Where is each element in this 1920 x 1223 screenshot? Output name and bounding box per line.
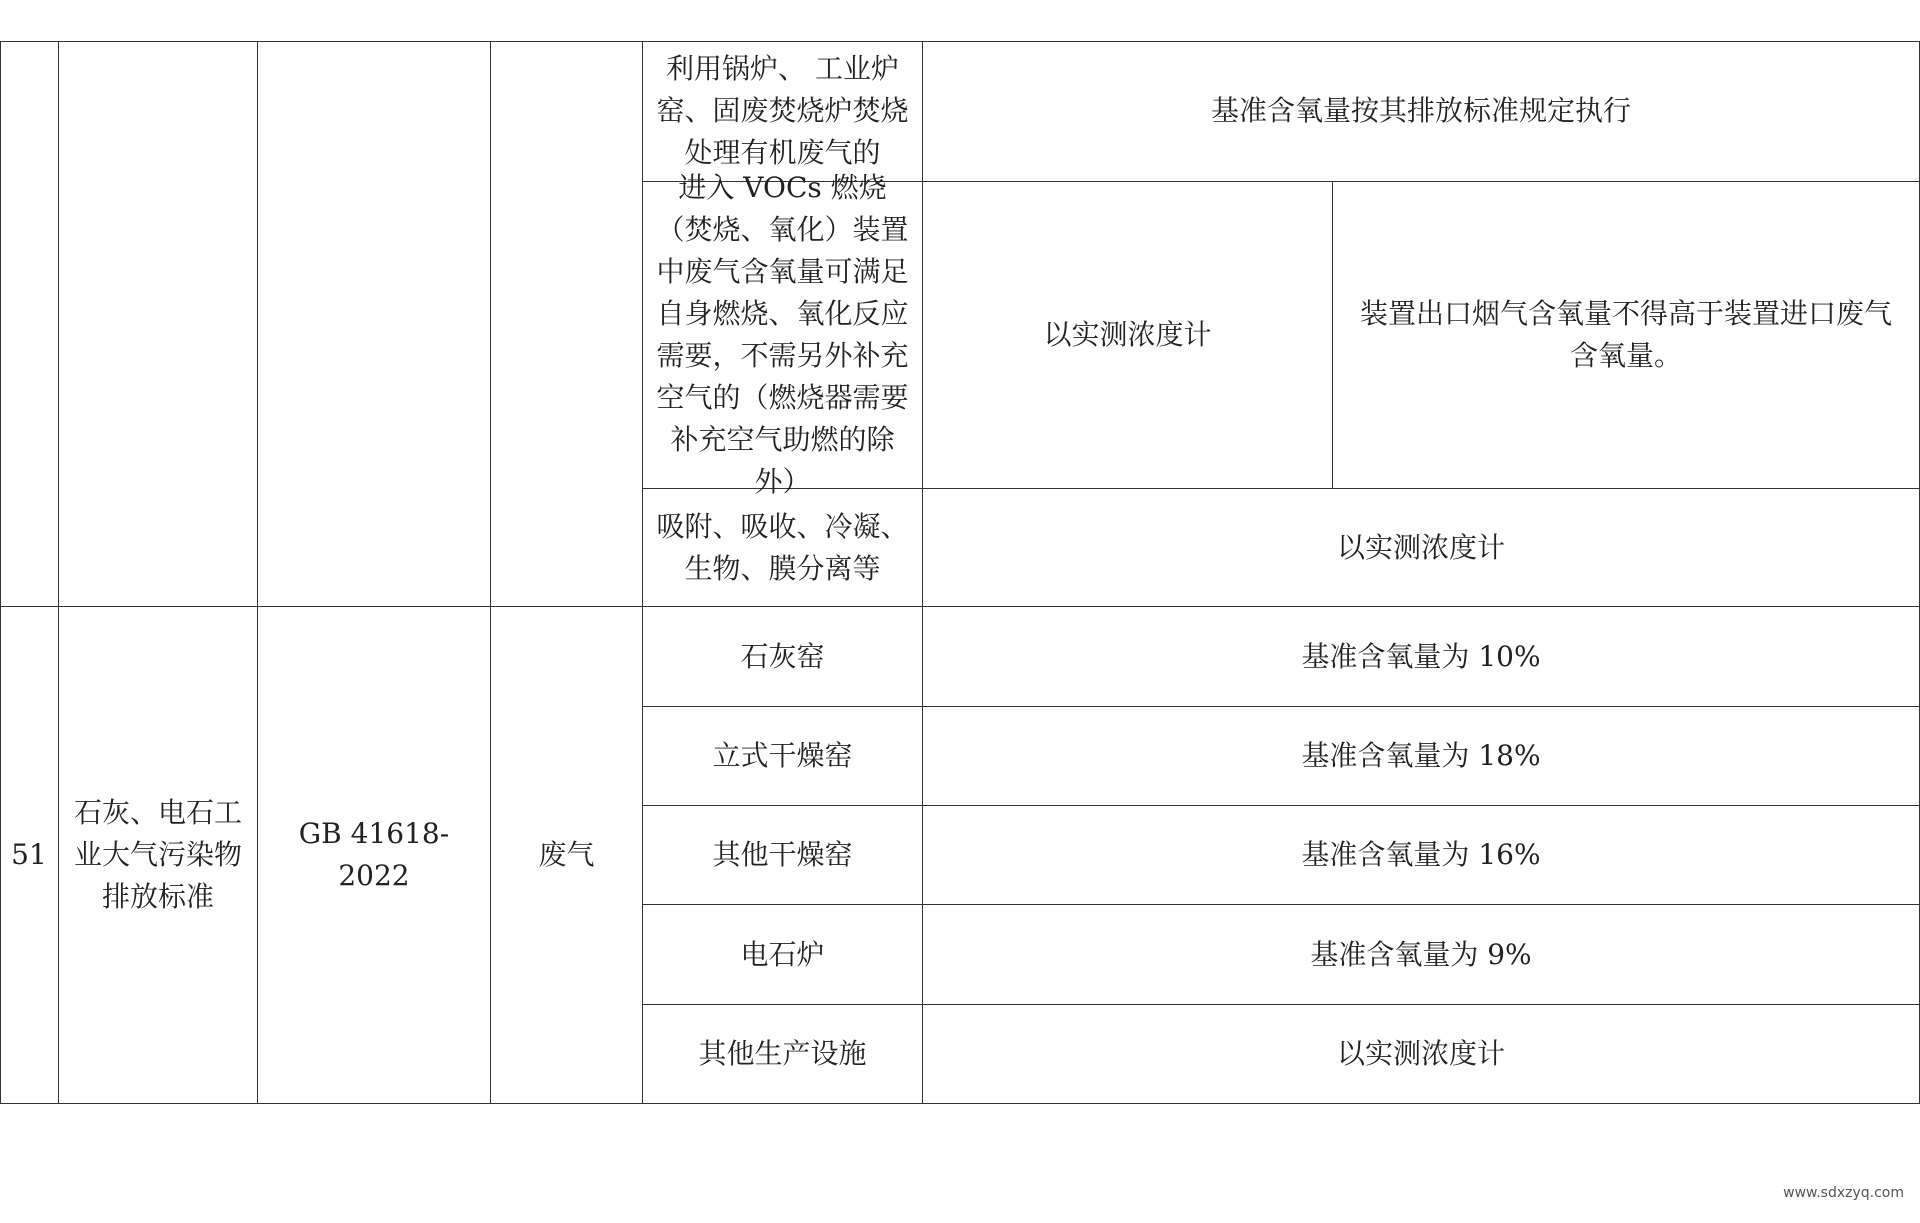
table-cell-condition: [643, 489, 923, 607]
facility-text: 其他干燥窑: [712, 838, 853, 871]
facility-text: 立式干燥窑: [712, 739, 853, 772]
requirement-text: 基准含氧量按其排放标准规定执行: [1210, 94, 1631, 127]
requirement-text: 基准含氧量为 10%: [1301, 639, 1541, 673]
table-cell-facility: [643, 806, 923, 905]
table-cell-facility: [643, 905, 923, 1005]
standard-code: GB 41618-2022: [298, 817, 450, 892]
table-cell-requirement: [923, 905, 1920, 1005]
facility-text: 其他生产设施: [698, 1037, 867, 1070]
requirement-text: 基准含氧量为 16%: [1301, 838, 1541, 871]
standard-code-cell: [258, 607, 491, 1104]
condition-text: 利用锅炉、 工业炉窑、固废焚烧炉焚烧处理有机废气的: [656, 52, 909, 169]
table-cell-facility: [643, 607, 923, 707]
condition-text: 进入 VOCs 燃烧（焚烧、氧化）装置中废气含氧量可满足自身燃烧、氧化反应需要，不需另外补充空气的（燃烧器需要补充空气助燃的除外）: [656, 171, 909, 498]
row-number-cell: [0, 607, 59, 1104]
table-cell-facility: [643, 1005, 923, 1104]
requirement-text: 基准含氧量为 18%: [1301, 739, 1541, 772]
facility-text: 石灰窑: [740, 639, 825, 673]
condition-text: 吸附、吸收、冷凝、生物、膜分离等: [656, 509, 909, 585]
table-cell-requirement: [923, 707, 1920, 806]
cont-name-cell: [59, 41, 258, 607]
table-cell-condition: [643, 41, 923, 182]
table-cell-measure: [923, 182, 1333, 489]
table-cell-requirement: [1333, 182, 1920, 489]
measure-text: 以实测浓度计: [1043, 318, 1212, 351]
category-cell: [491, 607, 643, 1104]
requirement-text: 装置出口烟气含氧量不得高于装置进口废气含氧量。: [1359, 297, 1892, 372]
table-cell-requirement: [923, 1005, 1920, 1104]
watermark: www.sdxzyq.com: [1783, 1185, 1904, 1201]
table-cell-requirement: [923, 607, 1920, 707]
standard-name-cell: [59, 607, 258, 1104]
requirement-text: 基准含氧量为 9%: [1310, 937, 1532, 971]
row-number: 51: [11, 838, 47, 871]
requirement-text: 以实测浓度计: [1336, 1037, 1505, 1070]
table-cell-facility: [643, 707, 923, 806]
category-text: 废气: [538, 838, 595, 871]
cont-no-cell: [0, 41, 59, 607]
cont-code-cell: [258, 41, 491, 607]
standard-name: 石灰、电石工业大气污染物排放标准: [73, 796, 242, 913]
table-cell-requirement: [923, 806, 1920, 905]
table-cell-requirement: [923, 489, 1920, 607]
table-cell-condition: [643, 171, 923, 498]
requirement-text: 以实测浓度计: [1336, 530, 1505, 564]
table-cell-requirement: [923, 41, 1920, 182]
facility-text: 电石炉: [740, 937, 825, 971]
cont-category-cell: [491, 41, 643, 607]
